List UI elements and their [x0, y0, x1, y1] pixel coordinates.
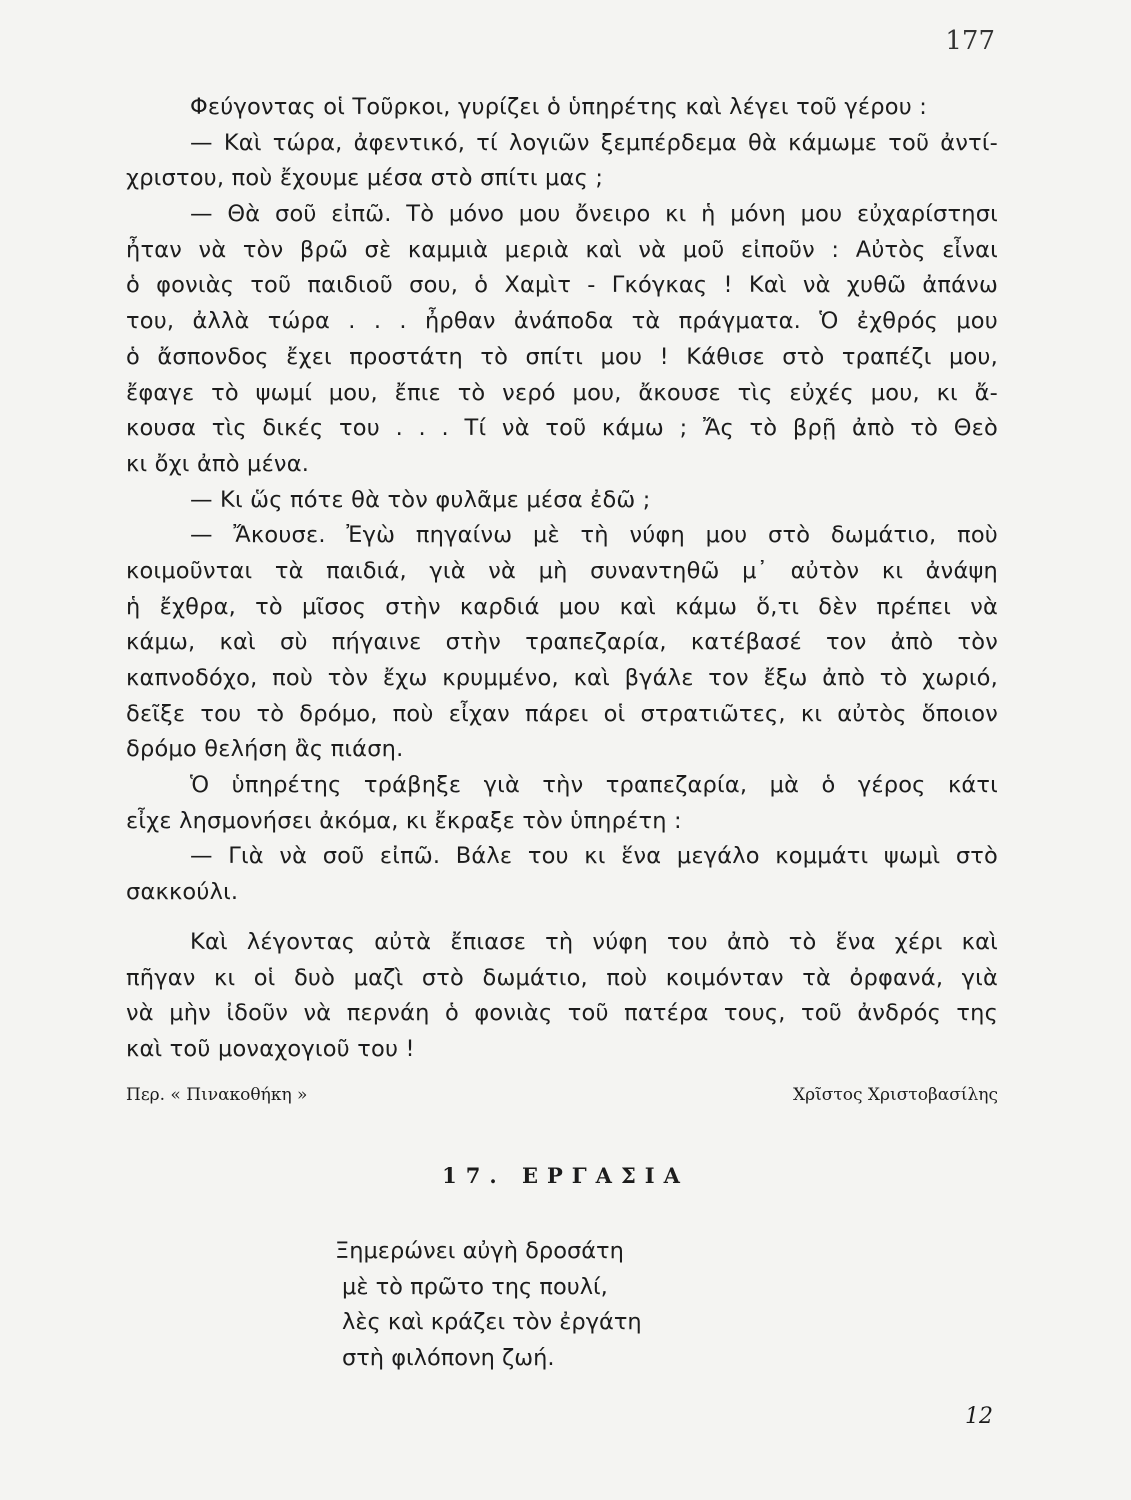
text-line: — Ἄκουσε. Ἐγὼ πηγαίνω μὲ τὴ νύφη μου στὸ δωμάτιο, ποὺ — [190, 522, 998, 549]
text-line: κοιμοῦνται τὰ παιδιά, γιὰ νὰ μὴ συναντηθῶ μ᾽ αὐτὸν κι ἀνάψη — [126, 557, 998, 584]
author-name: Χρῖστος Χριστοβασίλης — [793, 1085, 998, 1105]
text-line: ἦταν νὰ τὸν βρῶ σὲ καμμιὰ μεριὰ καὶ νὰ μοῦ εἰποῦν : Αὐτὸς εἶναι — [126, 236, 998, 263]
text-line: εἶχε λησμονήσει ἀκόμα, κι ἔκραξε τὸν ὑπηρέτη : — [126, 807, 682, 834]
text-line: Καὶ λέγοντας αὐτὰ ἔπιασε τὴ νύφη του ἀπὸ τὸ ἕνα χέρι καὶ — [190, 928, 998, 955]
folio-number: 12 — [965, 1404, 993, 1429]
text-line: — Καὶ τώρα, ἀφεντικό, τί λογιῶν ξεμπέρδεμα θὰ κάμωμε τοῦ ἀντί- — [190, 129, 998, 156]
poem-line: μὲ τὸ πρῶτο της πουλί, — [342, 1273, 608, 1300]
text-line: — Γιὰ νὰ σοῦ εἰπῶ. Βάλε του κι ἕνα μεγάλο κομμάτι ψωμὶ στὸ — [190, 843, 998, 870]
text-line: καπνοδόχο, ποὺ τὸν ἔχω κρυμμένο, καὶ βγάλε τον ἔξω ἀπὸ τὸ χωριό, — [126, 665, 998, 691]
text-line: — Κι ὥς πότε θὰ τὸν φυλᾶμε μέσα ἐδῶ ; — [190, 486, 651, 513]
poem — [335, 1234, 642, 1376]
text-line: ὁ φονιὰς τοῦ παιδιοῦ σου, ὁ Χαμὶτ - Γκόγκας ! Καὶ νὰ χυθῶ ἀπάνω — [126, 272, 998, 299]
attribution — [126, 1085, 998, 1105]
text-line: πῆγαν κι οἱ δυὸ μαζὶ στὸ δωμάτιο, ποὺ κοιμόνταν τὰ ὀρφανά, γιὰ — [126, 964, 998, 991]
poem-line: λὲς καὶ κράζει τὸν ἐργάτη — [342, 1309, 642, 1335]
text-line: δεῖξε του τὸ δρόμο, ποὺ εἶχαν πάρει οἱ στρατιῶτες, κι αὐτὸς ὅποιον — [126, 700, 998, 727]
source-periodical: Περ. « Πινακοθήκη » — [126, 1085, 308, 1105]
text-line: ἡ ἔχθρα, τὸ μῖσος στὴν καρδιά μου καὶ κάμω ὅ,τι δὲν πρέπει νὰ — [126, 593, 998, 620]
text-line: κάμω, καὶ σὺ πήγαινε στὴν τραπεζαρία, κατέβασέ τον ἀπὸ τὸν — [126, 629, 998, 656]
text-line: κουσα τὶς δικές του . . . Τί νὰ τοῦ κάμω ; Ἄς τὸ βρῇ ἀπὸ τὸ Θεὸ — [126, 415, 998, 442]
text-line: σακκούλι. — [126, 879, 239, 906]
story-text — [126, 90, 998, 1068]
poem-line: Ξημερώνει αὐγὴ δροσάτη — [335, 1238, 624, 1264]
text-line: Φεύγοντας οἱ Τοῦρκοι, γυρίζει ὁ ὑπηρέτης καὶ λέγει τοῦ γέρου : — [190, 94, 928, 120]
text-line: νὰ μὴν ἰδοῦν νὰ περνάη ὁ φονιὰς τοῦ πατέρα τους, τοῦ ἀνδρός της — [126, 1000, 998, 1027]
poem-line: στὴ φιλόπονη ζωή. — [342, 1344, 555, 1371]
text-line: — Θὰ σοῦ εἰπῶ. Τὸ μόνο μου ὄνειρο κι ἡ μόνη μου εὐχαρίστησι — [190, 201, 998, 228]
text-line: καὶ τοῦ μοναχογιοῦ του ! — [126, 1035, 415, 1062]
text-line: ὁ ἄσπονδος ἔχει προστάτη τὸ σπίτι μου ! Κάθισε στὸ τραπέζι μου, — [126, 343, 998, 370]
text-line: χριστου, ποὺ ἔχουμε μέσα στὸ σπίτι μας ; — [126, 165, 604, 192]
text-line: του, ἀλλὰ τώρα . . . ἦρθαν ἀνάποδα τὰ πράγματα. Ὁ ἐχθρός μου — [126, 308, 998, 335]
text-line: δρόμο θελήση ἂς πιάση. — [126, 736, 404, 763]
section-heading: 17. ΕΡΓΑΣΙΑ — [442, 1163, 689, 1188]
page-number: 177 — [945, 26, 995, 56]
text-line: ἔφαγε τὸ ψωμί μου, ἔπιε τὸ νερό μου, ἄκουσε τὶς εὐχές μου, κι ἄ- — [126, 379, 998, 406]
text-line: Ὁ ὑπηρέτης τράβηξε γιὰ τὴν τραπεζαρία, μὰ ὁ γέρος κάτι — [190, 772, 998, 799]
text-line: κι ὄχι ἀπὸ μένα. — [126, 450, 310, 477]
